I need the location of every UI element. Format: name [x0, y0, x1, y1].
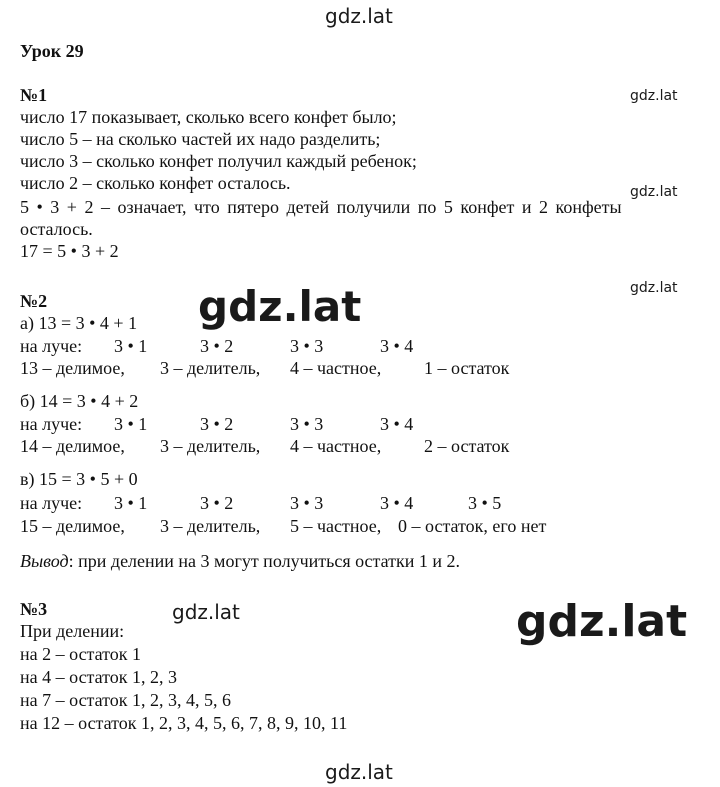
task3-line: на 4 – остаток 1, 2, 3 — [20, 667, 178, 687]
ray-label: на луче: — [20, 493, 83, 513]
ray-item: 3 • 1 — [114, 336, 148, 356]
conclusion-label: Вывод — [20, 551, 69, 571]
term-quotient: 5 – частное, — [290, 516, 382, 536]
task2-number: №2 — [20, 291, 48, 311]
ray-item: 3 • 3 — [290, 414, 324, 434]
term-divisor: 3 – делитель, — [160, 516, 261, 536]
watermark-big-center: gdz.lat — [198, 282, 362, 331]
ray-item: 3 • 4 — [380, 493, 414, 513]
watermark-top: gdz.lat — [325, 4, 393, 28]
task1-line: число 2 – сколько конфет осталось. — [20, 173, 291, 193]
task3-line: на 7 – остаток 1, 2, 3, 4, 5, 6 — [20, 690, 232, 710]
task2-v-equation: в) 15 = 3 • 5 + 0 — [20, 469, 138, 489]
watermark-bottom: gdz.lat — [325, 760, 393, 784]
ray-item: 3 • 5 — [468, 493, 502, 513]
term-remainder: 0 – остаток, его нет — [398, 516, 547, 536]
watermark-big-right: gdz.lat — [516, 596, 688, 647]
task3-number: №3 — [20, 599, 48, 619]
term-quotient: 4 – частное, — [290, 436, 382, 456]
task1-line: 5 • 3 + 2 – означает, что пятеро детей получили по 5 конфет и 2 конфеты — [20, 197, 622, 217]
ray-label: на луче: — [20, 336, 83, 356]
task1-line: число 5 – на сколько частей их надо разделить; — [20, 129, 381, 149]
conclusion-text: : при делении на 3 могут получиться остатки 1 и 2. — [68, 551, 461, 571]
ray-label: на луче: — [20, 414, 83, 434]
ray-item: 3 • 1 — [114, 414, 148, 434]
ray-item: 3 • 4 — [380, 336, 414, 356]
task2-b-equation: б) 14 = 3 • 4 + 2 — [20, 391, 139, 411]
term-quotient: 4 – частное, — [290, 358, 382, 378]
ray-item: 3 • 3 — [290, 336, 324, 356]
watermark-right-1: gdz.lat — [630, 88, 678, 104]
task2-a-equation: а) 13 = 3 • 4 + 1 — [20, 313, 138, 333]
term-remainder: 2 – остаток — [424, 436, 510, 456]
watermark-mid: gdz.lat — [172, 600, 240, 624]
term-divisor: 3 – делитель, — [160, 436, 261, 456]
ray-item: 3 • 2 — [200, 336, 234, 356]
task2-conclusion — [20, 550, 460, 572]
term-remainder: 1 – остаток — [424, 358, 510, 378]
ray-item: 3 • 3 — [290, 493, 324, 513]
term-dividend: 15 – делимое, — [20, 516, 125, 536]
task1-line: число 3 – сколько конфет получил каждый ребенок; — [20, 151, 417, 171]
task3-line: на 2 – остаток 1 — [20, 644, 142, 664]
ray-item: 3 • 2 — [200, 414, 234, 434]
term-divisor: 3 – делитель, — [160, 358, 261, 378]
term-dividend: 13 – делимое, — [20, 358, 125, 378]
lesson-title: Урок 29 — [20, 41, 84, 61]
watermark-right-3: gdz.lat — [630, 280, 678, 296]
ray-item: 3 • 4 — [380, 414, 414, 434]
ray-item: 3 • 2 — [200, 493, 234, 513]
task1-line: 17 = 5 • 3 + 2 — [20, 241, 119, 261]
ray-item: 3 • 1 — [114, 493, 148, 513]
task3-line: При делении: — [20, 621, 125, 641]
task1-number: №1 — [20, 85, 48, 105]
task1-line: число 17 показывает, сколько всего конфет было; — [20, 107, 397, 127]
watermark-right-2: gdz.lat — [630, 184, 678, 200]
term-dividend: 14 – делимое, — [20, 436, 125, 456]
task1-line: осталось. — [20, 219, 93, 239]
task3-line: на 12 – остаток 1, 2, 3, 4, 5, 6, 7, 8, 9, 10, 11 — [20, 713, 348, 733]
